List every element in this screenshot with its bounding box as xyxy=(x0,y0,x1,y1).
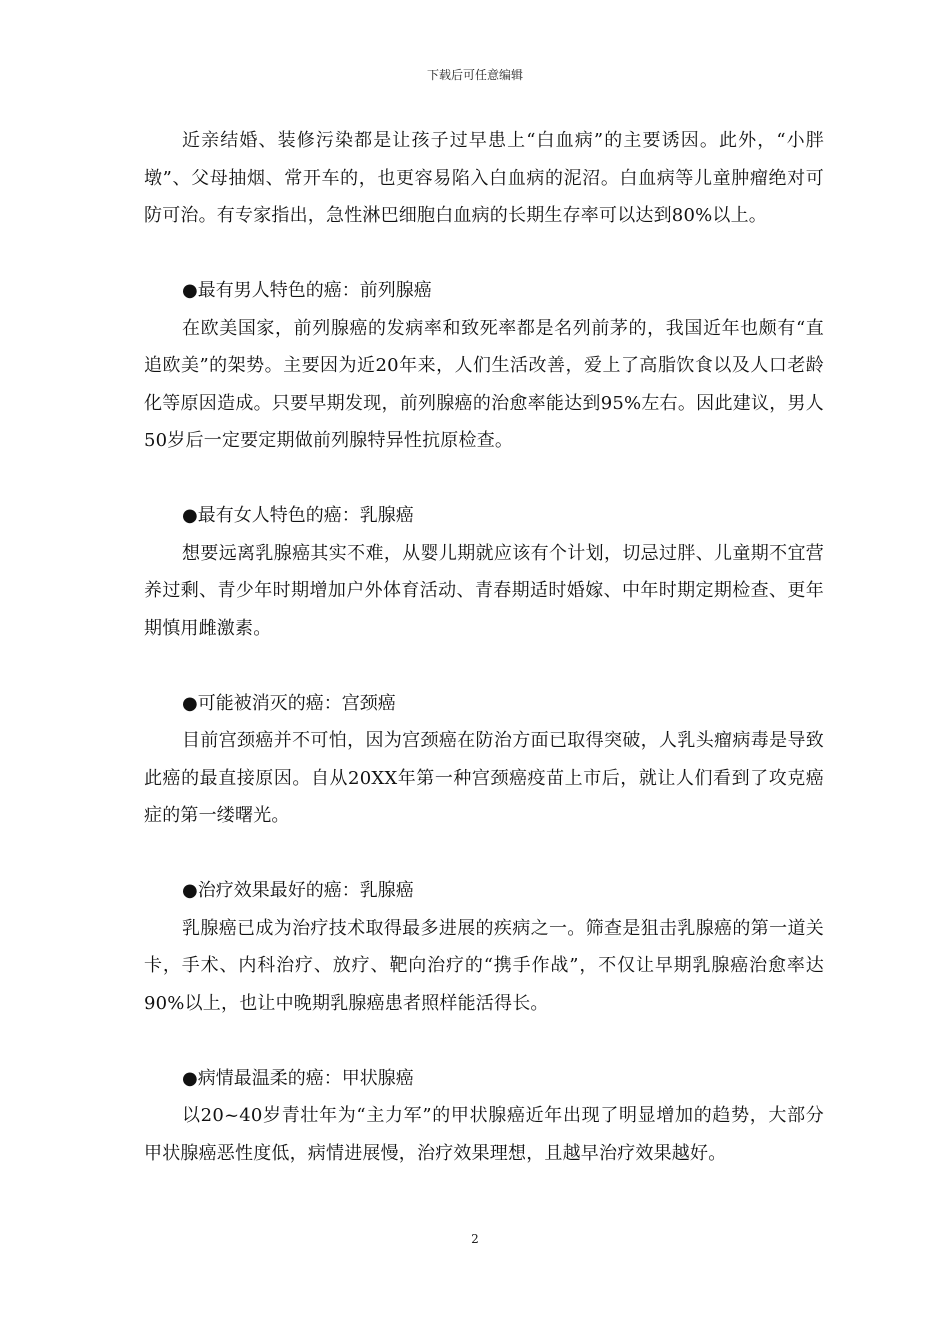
section-gap xyxy=(144,235,824,273)
section-heading: ●最有男人特色的癌：前列腺癌 xyxy=(182,280,432,301)
section-paragraph: 目前宫颈癌并不可怕，因为宫颈癌在防治方面已取得突破，人乳头瘤病毒是导致此癌的最直接原因。自从20XX年第一种宫颈癌疫苗上市后，就让人们看到了攻克癌症的第一缕曙光。 xyxy=(144,730,824,826)
section-gap xyxy=(144,647,824,685)
section-breast-cancer-women xyxy=(144,497,824,647)
section-paragraph: 以20~40岁青壮年为“主力军”的甲状腺癌近年出现了明显增加的趋势，大部分甲状腺癌恶性度低，病情进展慢，治疗效果理想，且越早治疗效果越好。 xyxy=(144,1105,824,1164)
section-heading: ●可能被消灭的癌：宫颈癌 xyxy=(182,692,396,714)
section-prostate-cancer xyxy=(144,272,824,460)
section-cervical-cancer xyxy=(144,685,824,835)
section-gap xyxy=(144,835,824,873)
section-heading: ●治疗效果最好的癌：乳腺癌 xyxy=(182,880,414,901)
intro-paragraph: 近亲结婚、装修污染都是让孩子过早患上“白血病”的主要诱因。此外，“小胖墩”、父母抽烟、常开车的，也更容易陷入白血病的泥沼。白血病等儿童肿瘤绝对可防可治。有专家指出，急性淋巴细胞白血病的长期生存率可以达到80%以上。 xyxy=(144,130,824,226)
section-heading: ●病情最温柔的癌：甲状腺癌 xyxy=(182,1067,414,1089)
section-paragraph: 想要远离乳腺癌其实不难，从婴儿期就应该有个计划，切忌过胖、儿童期不宜营养过剩、青少年时期增加户外体育活动、青春期适时婚嫁、中年时期定期检查、更年期慎用雌激素。 xyxy=(144,542,824,639)
page-number: 2 xyxy=(471,1232,479,1246)
section-gap xyxy=(144,460,824,498)
document-body xyxy=(144,122,824,1172)
section-heading: ●最有女人特色的癌：乳腺癌 xyxy=(182,505,414,526)
section-thyroid-cancer xyxy=(144,1060,824,1173)
section-paragraph: 在欧美国家，前列腺癌的发病率和致死率都是名列前茅的，我国近年也颇有“直追欧美”的架势。主要因为近20年来，人们生活改善，爱上了高脂饮食以及人口老龄化等原因造成。只要早期发现，前列腺癌的治愈率能达到95%左右。因此建议，男人50岁后一定要定期做前列腺特异性抗原检查。 xyxy=(144,317,824,451)
section-gap xyxy=(144,1022,824,1060)
page-header: 下载后可任意编辑 xyxy=(426,68,523,82)
section-paragraph: 乳腺癌已成为治疗技术取得最多进展的疾病之一。筛查是狙击乳腺癌的第一道关卡，手术、内科治疗、放疗、靶向治疗的“携手作战”，不仅让早期乳腺癌治愈率达90%以上，也让中晚期乳腺癌患者照样能活得长。 xyxy=(144,917,824,1014)
section-breast-cancer-treatment xyxy=(144,872,824,1022)
